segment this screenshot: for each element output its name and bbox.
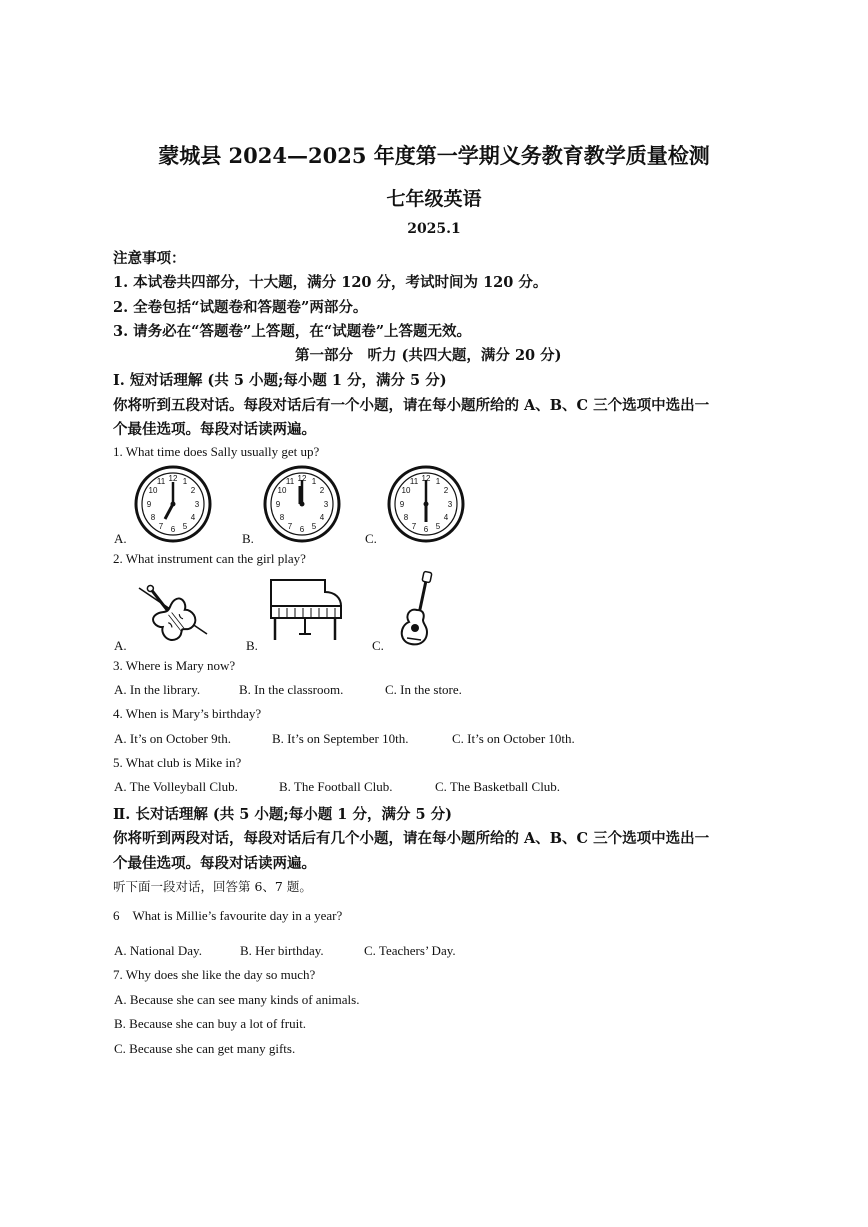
svg-text:3: 3 bbox=[194, 500, 200, 509]
question-7-option-c: C. Because she can get many gifts. bbox=[114, 1041, 296, 1056]
svg-text:8: 8 bbox=[279, 513, 285, 522]
question-2-option-c: C. bbox=[372, 638, 384, 653]
section2-instruction-line1: 你将听到两段对话，每段对话后有几个小题，请在每小题所给的 A、B、C 三个选项中选出一 bbox=[113, 830, 710, 847]
svg-text:3: 3 bbox=[447, 500, 453, 509]
question-4-option-b: B. It’s on September 10th. bbox=[272, 731, 409, 746]
question-3-stem: 3. Where is Mary now? bbox=[113, 658, 236, 673]
question-6-stem: 6 What is Millie’s favourite day in a year? bbox=[113, 908, 343, 923]
question-3-option-a: A. In the library. bbox=[114, 682, 201, 697]
piano-icon bbox=[265, 574, 345, 648]
question-1-stem: 1. What time does Sally usually get up? bbox=[113, 444, 320, 459]
question-5-stem: 5. What club is Mike in? bbox=[113, 755, 242, 770]
svg-text:4: 4 bbox=[190, 513, 196, 522]
svg-text:12: 12 bbox=[421, 474, 431, 483]
violin-icon bbox=[133, 574, 217, 652]
svg-text:7: 7 bbox=[411, 522, 417, 531]
question-4-option-c: C. It’s on October 10th. bbox=[452, 731, 575, 746]
svg-text:5: 5 bbox=[182, 522, 188, 531]
svg-text:12: 12 bbox=[168, 474, 178, 483]
section2-instruction-line2: 个最佳选项。每段对话读两遍。 bbox=[113, 855, 316, 872]
svg-text:9: 9 bbox=[146, 500, 152, 509]
svg-text:3: 3 bbox=[323, 500, 329, 509]
svg-text:4: 4 bbox=[319, 513, 325, 522]
section1-heading: Ⅰ. 短对话理解 (共 5 小题;每小题 1 分，满分 5 分) bbox=[113, 372, 447, 389]
exam-title: 蒙城县 2024—2025 年度第一学期义务教育教学质量检测 bbox=[158, 143, 710, 168]
question-6-option-c: C. Teachers’ Day. bbox=[364, 943, 456, 958]
question-7-option-a: A. Because she can see many kinds of animals. bbox=[114, 992, 360, 1007]
question-6-option-b: B. Her birthday. bbox=[240, 943, 324, 958]
section2-lead: 听下面一段对话，回答第 6、7 题。 bbox=[113, 879, 312, 894]
notes-heading: 注意事项： bbox=[113, 250, 186, 267]
svg-text:11: 11 bbox=[156, 477, 166, 486]
svg-text:10: 10 bbox=[148, 486, 158, 495]
question-2-option-b: B. bbox=[246, 638, 258, 653]
svg-text:6: 6 bbox=[299, 525, 305, 534]
question-2-option-a: A. bbox=[114, 638, 127, 653]
section1-instruction-line2: 个最佳选项。每段对话读两遍。 bbox=[113, 421, 316, 438]
svg-text:8: 8 bbox=[150, 513, 156, 522]
svg-text:10: 10 bbox=[277, 486, 287, 495]
svg-text:1: 1 bbox=[182, 477, 188, 486]
question-4-option-a: A. It’s on October 9th. bbox=[114, 731, 231, 746]
question-3-option-b: B. In the classroom. bbox=[239, 682, 344, 697]
question-2-stem: 2. What instrument can the girl play? bbox=[113, 551, 306, 566]
section2-heading: Ⅱ. 长对话理解 (共 5 小题;每小题 1 分，满分 5 分) bbox=[113, 806, 452, 823]
question-6-option-a: A. National Day. bbox=[114, 943, 202, 958]
part1-heading: 第一部分 听力 (共四大题，满分 20 分) bbox=[295, 347, 562, 364]
svg-text:7: 7 bbox=[287, 522, 293, 531]
question-4-stem: 4. When is Mary’s birthday? bbox=[113, 706, 262, 721]
svg-text:7: 7 bbox=[158, 522, 164, 531]
svg-text:2: 2 bbox=[443, 486, 449, 495]
svg-text:2: 2 bbox=[319, 486, 325, 495]
question-5-option-a: A. The Volleyball Club. bbox=[114, 779, 238, 794]
section1-instruction-line1: 你将听到五段对话。每段对话后有一个小题，请在每小题所给的 A、B、C 三个选项中选出一 bbox=[113, 397, 710, 414]
svg-text:1: 1 bbox=[435, 477, 441, 486]
svg-text:5: 5 bbox=[311, 522, 317, 531]
question-7-option-b: B. Because she can buy a lot of fruit. bbox=[114, 1016, 307, 1031]
clock-six-icon bbox=[386, 464, 466, 544]
svg-text:11: 11 bbox=[409, 477, 419, 486]
svg-text:6: 6 bbox=[170, 525, 176, 534]
svg-text:4: 4 bbox=[443, 513, 449, 522]
notes-item-1: 1. 本试卷共四部分，十大题，满分 120 分，考试时间为 120 分。 bbox=[113, 274, 548, 291]
svg-text:10: 10 bbox=[401, 486, 411, 495]
exam-subtitle: 七年级英语 bbox=[386, 188, 482, 210]
svg-text:6: 6 bbox=[423, 525, 429, 534]
exam-date: 2025.1 bbox=[407, 221, 461, 237]
notes-item-2: 2. 全卷包括“试题卷和答题卷”两部分。 bbox=[113, 299, 368, 316]
svg-text:8: 8 bbox=[403, 513, 409, 522]
svg-text:5: 5 bbox=[435, 522, 441, 531]
svg-text:2: 2 bbox=[190, 486, 196, 495]
svg-text:9: 9 bbox=[399, 500, 405, 509]
clock-seven-icon bbox=[133, 464, 213, 544]
svg-text:11: 11 bbox=[285, 477, 295, 486]
question-1-option-a: A. bbox=[114, 531, 127, 546]
question-3-option-c: C. In the store. bbox=[385, 682, 462, 697]
clock-twelve-icon bbox=[262, 464, 342, 544]
notes-item-3: 3. 请务必在“答题卷”上答题，在“试题卷”上答题无效。 bbox=[113, 323, 472, 340]
question-1-option-b: B. bbox=[242, 531, 254, 546]
svg-text:1: 1 bbox=[311, 477, 317, 486]
question-7-stem: 7. Why does she like the day so much? bbox=[113, 967, 316, 982]
question-5-option-c: C. The Basketball Club. bbox=[435, 779, 561, 794]
question-5-option-b: B. The Football Club. bbox=[279, 779, 393, 794]
question-1-option-c: C. bbox=[365, 531, 377, 546]
svg-text:9: 9 bbox=[275, 500, 281, 509]
svg-text:12: 12 bbox=[297, 474, 307, 483]
guitar-icon bbox=[393, 570, 439, 650]
